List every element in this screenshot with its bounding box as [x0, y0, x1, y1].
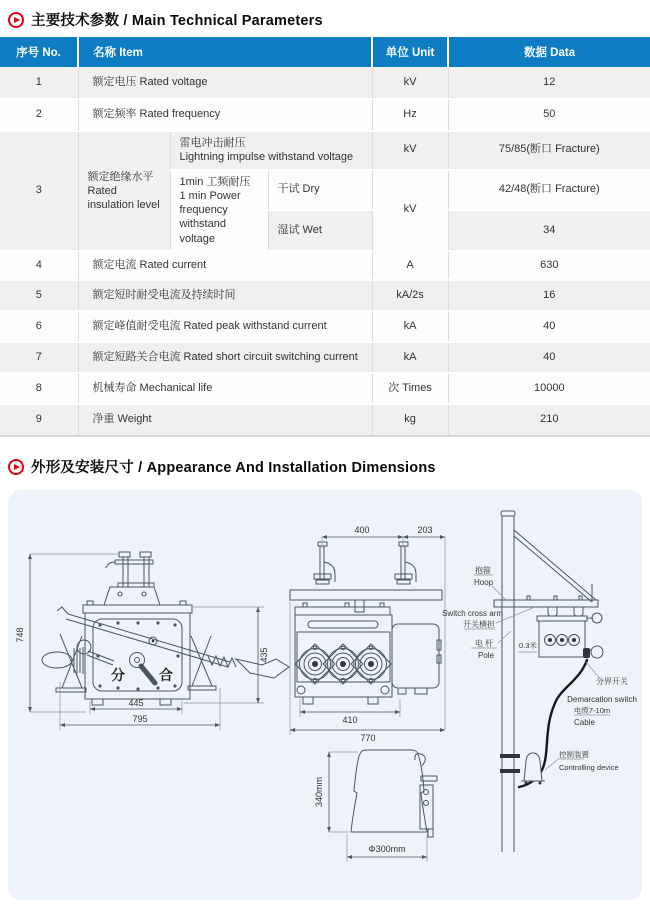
- dim-770: 770: [360, 733, 376, 744]
- demarcation-switch-label-cn: 分界开关: [596, 677, 628, 687]
- control-device-drawing: [314, 750, 437, 862]
- dim-445: 445: [128, 698, 144, 709]
- table-row: [0, 373, 650, 404]
- row-item: 机械寿命 Mechanical life: [78, 373, 372, 404]
- table-row: [0, 280, 650, 311]
- dim-phi300mm: Φ300mm: [368, 844, 406, 855]
- section-bullet-icon: [8, 12, 24, 28]
- bushing: [295, 644, 335, 684]
- dim-203: 203: [417, 525, 433, 536]
- dim-795: 795: [132, 714, 148, 725]
- row-no: 2: [0, 99, 78, 131]
- side-view-drawing: [290, 525, 445, 743]
- table-row: [0, 99, 650, 131]
- table-header-row: [0, 37, 650, 67]
- item-en: Rated insulation level: [87, 184, 160, 212]
- row-item: 额定峰值耐受电流 Rated peak withstand current: [78, 311, 372, 342]
- row-item: 额定电流 Rated current: [78, 251, 372, 280]
- table-row: [0, 404, 650, 436]
- row-data: 210: [448, 404, 650, 436]
- row-item: [78, 131, 170, 251]
- dim-435: 435: [259, 647, 269, 663]
- row-unit: kA: [372, 311, 448, 342]
- sub-item-power-frequency: [170, 170, 268, 251]
- row-data: 16: [448, 280, 650, 311]
- row-no: 9: [0, 404, 78, 436]
- pf-en: 1 min Power frequency withstand voltage: [179, 189, 241, 245]
- cross-arm-label-cn: 开关横担: [463, 620, 495, 630]
- page-title: 主要技术参数 / Main Technical Parameters: [31, 13, 323, 29]
- dim-748: 748: [15, 627, 25, 643]
- section-bullet-icon: [8, 459, 24, 475]
- row-data: 34: [448, 210, 650, 251]
- parameters-table: [0, 37, 650, 437]
- pole-label-cn: 电 杆: [474, 639, 494, 649]
- table-row: [0, 67, 650, 99]
- dim-400: 400: [354, 525, 370, 536]
- row-no: 4: [0, 251, 78, 280]
- bushing: [323, 644, 363, 684]
- table-row: [0, 131, 650, 170]
- row-item: 净重 Weight: [78, 404, 372, 436]
- dimension-drawings-panel: [8, 490, 642, 900]
- row-data: 12: [448, 67, 650, 99]
- col-header-item: 名称 Item: [78, 37, 372, 67]
- row-no: 1: [0, 67, 78, 99]
- row-unit: kV: [372, 170, 448, 251]
- col-header-data: 数据 Data: [448, 37, 650, 67]
- hoop-label-en: Hoop: [474, 578, 494, 588]
- col-header-no: 序号 No.: [0, 37, 78, 67]
- row-data: 75/85(断口 Fracture): [448, 131, 650, 170]
- dim-410: 410: [342, 715, 358, 726]
- row-unit: kA: [372, 342, 448, 373]
- item-cn: 额定绝缘水平: [87, 170, 154, 183]
- pole-label-en: Pole: [477, 651, 495, 661]
- row-item: 额定电压 Rated voltage: [78, 67, 372, 99]
- row-item: 额定频率 Rated frequency: [78, 99, 372, 131]
- row-data: 42/48(断口 Fracture): [448, 170, 650, 211]
- controlling-device-label-cn: 控制装置: [559, 750, 589, 760]
- table-row: [0, 342, 650, 373]
- cross-arm-label-en: Switch cross arm: [442, 609, 503, 619]
- table-row: [0, 251, 650, 280]
- row-no: 8: [0, 373, 78, 404]
- row-item: 额定短时耐受电流及持续时间: [78, 280, 372, 311]
- row-data: 50: [448, 99, 650, 131]
- row-no: 3: [0, 131, 78, 251]
- impulse-en: Lightning impulse withstand voltage: [179, 151, 354, 164]
- close-label: 合: [159, 667, 173, 684]
- section-dimensions-title: [0, 447, 650, 484]
- row-no: 5: [0, 280, 78, 311]
- row-data: 40: [448, 311, 650, 342]
- play-triangle-icon: [14, 17, 20, 23]
- impulse-cn: 雷电冲击耐压: [179, 137, 246, 149]
- sub-item-dry: 干试 Dry: [268, 170, 372, 211]
- offset-0-3m-label: 0.3米: [519, 641, 537, 651]
- open-label: 分: [111, 667, 125, 684]
- row-unit: kA/2s: [372, 280, 448, 311]
- front-view-drawing: [15, 552, 289, 730]
- row-unit: kV: [372, 131, 448, 170]
- col-header-unit: 单位 Unit: [372, 37, 448, 67]
- demarcation-switch-label-en: Demarcation switch: [567, 695, 637, 705]
- row-unit: 次 Times: [372, 373, 448, 404]
- cable-label-en: Cable: [574, 718, 595, 728]
- row-item: 额定短路关合电流 Rated short circuit switching current: [78, 342, 372, 373]
- table-row: [0, 311, 650, 342]
- bushing: [351, 644, 391, 684]
- sub-item-wet: 湿试 Wet: [268, 210, 372, 251]
- row-unit: A: [372, 251, 448, 280]
- technical-drawings: [8, 490, 642, 900]
- row-data: 10000: [448, 373, 650, 404]
- pf-cn: 1min 工频耐压: [179, 175, 251, 188]
- play-triangle-icon: [14, 464, 20, 470]
- controlling-device-label-en: Controlling device: [559, 763, 619, 773]
- row-no: 7: [0, 342, 78, 373]
- section-title-text: 外形及安装尺寸 / Appearance And Installation Dimensions: [31, 460, 436, 477]
- sub-item-impulse: [170, 131, 372, 170]
- row-unit: kg: [372, 404, 448, 436]
- dim-340mm: 340mm: [314, 777, 324, 808]
- row-unit: kV: [372, 67, 448, 99]
- hoop-label-cn: 抱箍: [475, 566, 491, 576]
- row-data: 40: [448, 342, 650, 373]
- installation-view-drawing: [442, 511, 637, 852]
- row-data: 630: [448, 251, 650, 280]
- row-no: 6: [0, 311, 78, 342]
- section-main-parameters-title: [0, 0, 650, 37]
- cable-label-cn: 电缆7-10m: [573, 706, 611, 716]
- row-unit: Hz: [372, 99, 448, 131]
